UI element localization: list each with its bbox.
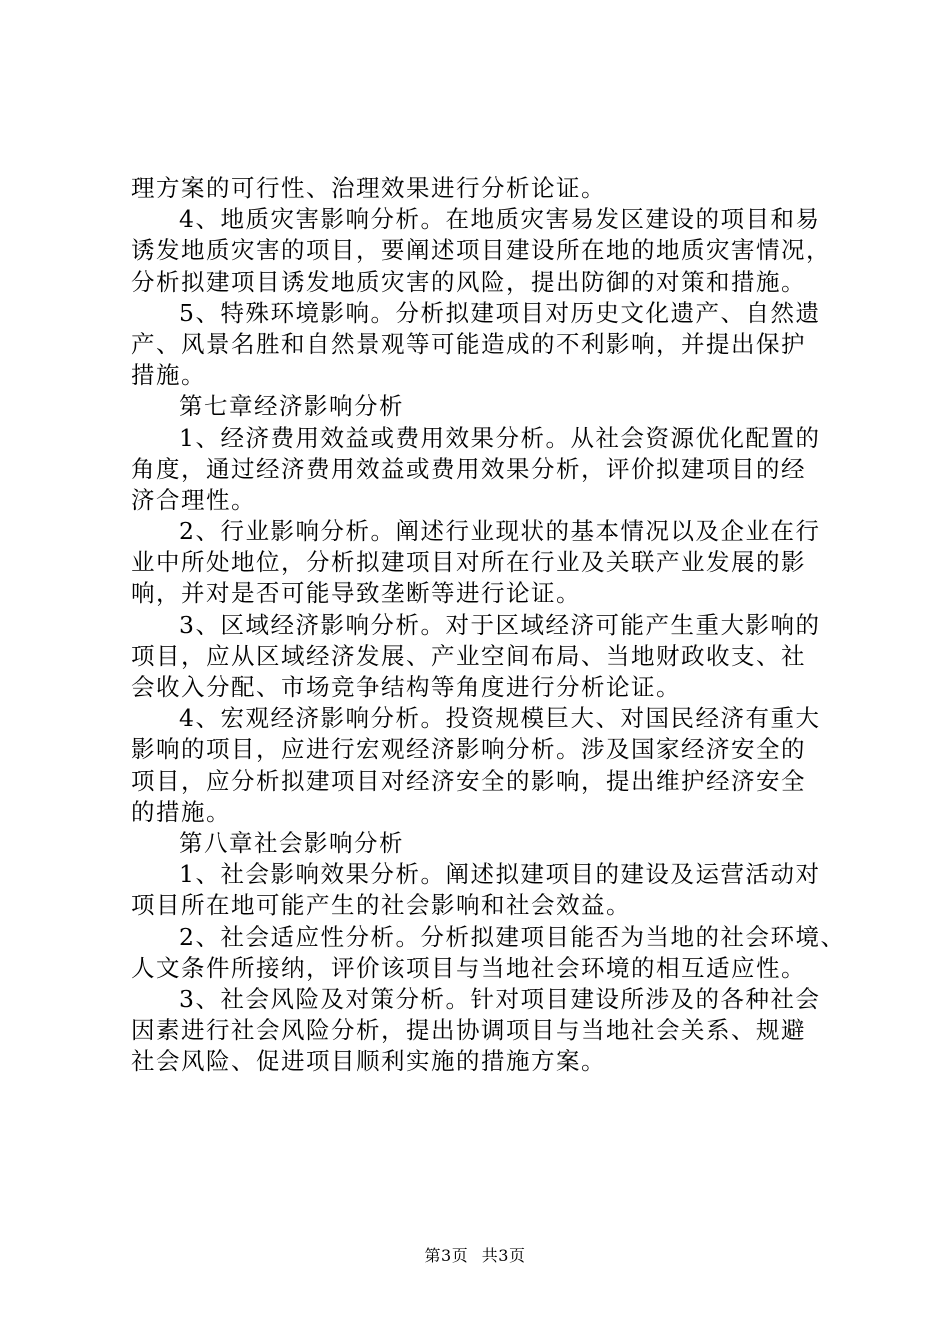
text-line: 4、地质灾害影响分析。在地质灾害易发区建设的项目和易 [179, 205, 821, 234]
text-line: 社会风险、促进项目顺利实施的措施方案。 [131, 1047, 606, 1076]
text-line: 2、社会适应性分析。分析拟建项目能否为当地的社会环境、 [179, 922, 846, 951]
text-line: 1、社会影响效果分析。阐述拟建项目的建设及运营活动对 [179, 860, 821, 889]
text-line: 2、行业影响分析。阐述行业现状的基本情况以及企业在行 [179, 517, 821, 546]
chapter-heading [131, 391, 831, 422]
text-line: 3、区域经济影响分析。对于区域经济可能产生重大影响的 [179, 610, 821, 639]
text-line: 业中所处地位，分析拟建项目对所在行业及关联产业发展的影 [131, 548, 806, 577]
text-line: 1、经济费用效益或费用效果分析。从社会资源优化配置的 [179, 423, 821, 452]
paragraph [131, 859, 831, 921]
paragraph [131, 610, 831, 704]
paragraph [131, 703, 831, 828]
text-line: 诱发地质灾害的项目，要阐述项目建设所在地的地质灾害情况， [131, 236, 831, 265]
page-total: 共3页 [481, 1246, 526, 1265]
page-footer [0, 1243, 950, 1266]
text-line: 措施。 [131, 361, 206, 390]
text-line: 产、风景名胜和自然景观等可能造成的不利影响，并提出保护 [131, 329, 806, 358]
text-line: 项目，应分析拟建项目对经济安全的影响，提出维护经济安全 [131, 766, 806, 795]
paragraph [131, 516, 831, 610]
text-line: 会收入分配、市场竞争结构等角度进行分析论证。 [131, 673, 681, 701]
paragraph [131, 298, 831, 392]
text-line: 项目所在地可能产生的社会影响和社会效益。 [131, 891, 631, 920]
paragraph [131, 922, 846, 984]
text-line: 分析拟建项目诱发地质灾害的风险，提出防御的对策和措施。 [131, 267, 806, 296]
text-line: 4、宏观经济影响分析。投资规模巨大、对国民经济有重大 [179, 704, 821, 733]
text-line: 第七章经济影响分析 [179, 392, 404, 421]
text-line: 的措施。 [131, 797, 231, 826]
text-line: 因素进行社会风险分析，提出协调项目与当地社会关系、规避 [131, 1016, 806, 1045]
paragraph [131, 423, 831, 517]
text-line: 5、特殊环境影响。分析拟建项目对历史文化遗产、自然遗 [179, 298, 821, 327]
chapter-heading [131, 828, 831, 859]
page-number: 第3页 [424, 1246, 469, 1265]
paragraph [131, 204, 831, 298]
paragraph [131, 173, 831, 204]
text-line: 第八章社会影响分析 [179, 828, 404, 857]
text-line: 理方案的可行性、治理效果进行分析论证。 [131, 174, 606, 202]
document-body [131, 173, 846, 1077]
text-line: 3、社会风险及对策分析。针对项目建设所涉及的各种社会 [179, 984, 821, 1013]
text-line: 人文条件所接纳，评价该项目与当地社会环境的相互适应性。 [131, 953, 806, 982]
text-line: 济合理性。 [131, 485, 256, 514]
paragraph [131, 984, 831, 1078]
text-line: 影响的项目，应进行宏观经济影响分析。涉及国家经济安全的 [131, 735, 806, 764]
text-line: 响，并对是否可能导致垄断等进行论证。 [131, 579, 581, 608]
text-line: 项目，应从区域经济发展、产业空间布局、当地财政收支、社 [131, 641, 806, 670]
text-line: 角度，通过经济费用效益或费用效果分析，评价拟建项目的经 [131, 454, 806, 483]
